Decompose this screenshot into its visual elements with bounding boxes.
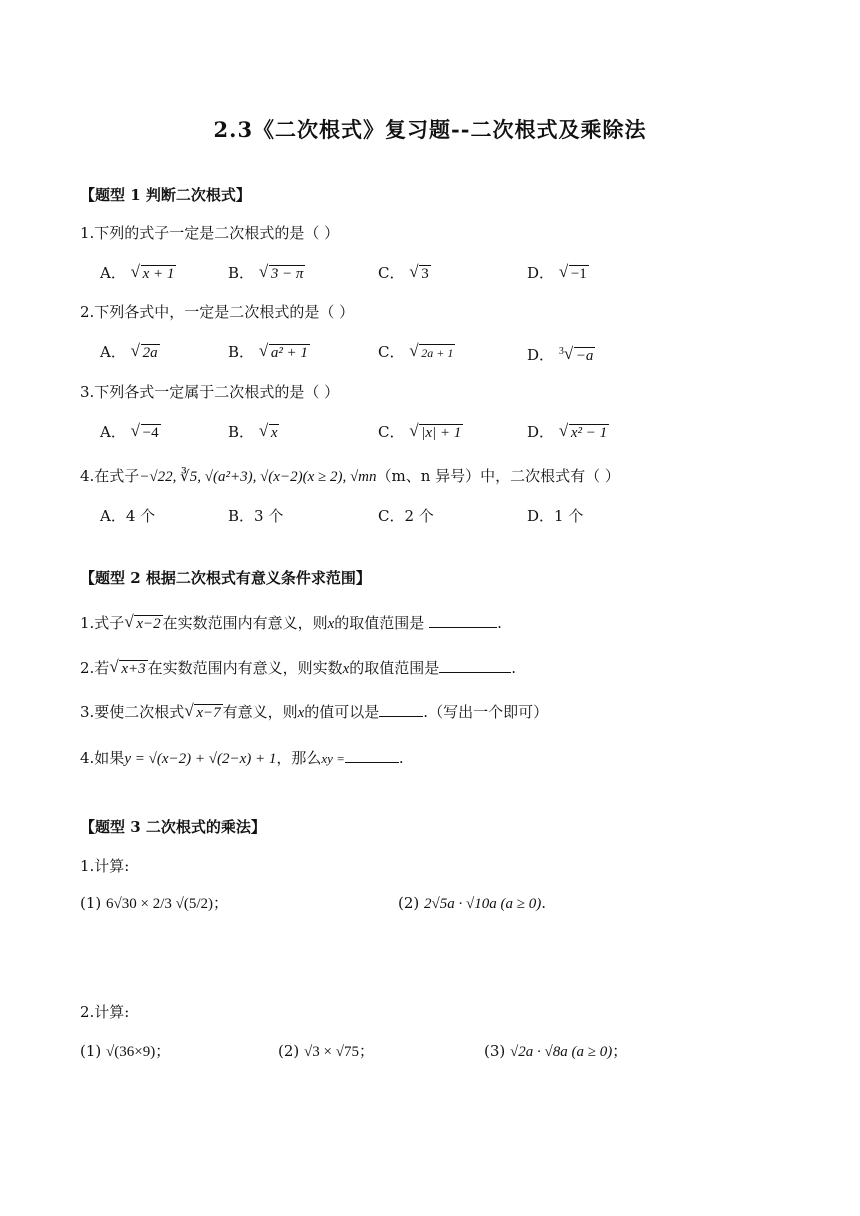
question-1-2-option-a: A． √ 2a bbox=[100, 341, 160, 364]
section-heading-3: 【题型 3 二次根式的乘法】 bbox=[80, 818, 266, 836]
math-expr: √ −4 bbox=[130, 421, 159, 441]
math-expr: √2a · √8a (a ≥ 0) bbox=[510, 1044, 613, 1060]
math-expr: √ |x| + 1 bbox=[409, 421, 462, 441]
question-1-1-option-d: D． √ −1 bbox=[527, 262, 589, 285]
answer-blank[interactable] bbox=[379, 700, 423, 717]
math-expr: √ 3 − π bbox=[258, 262, 304, 282]
math-expr: √ 2a + 1 bbox=[409, 341, 454, 360]
question-3-2-stem: 2.计算: bbox=[80, 1003, 130, 1021]
question-2-2: 2.若 √ x+3 在实数范围内有意义，则实数x的取值范围是 . bbox=[80, 656, 516, 680]
question-1-4-option-d: D．1 个 bbox=[527, 507, 584, 525]
math-expr: √ x + 1 bbox=[130, 262, 175, 282]
question-1-1-option-b: B． √ 3 − π bbox=[228, 262, 305, 285]
math-expr: √ x+3 bbox=[109, 657, 146, 677]
math-expr: √(36×9) bbox=[106, 1044, 156, 1060]
question-3-1-part-1: (1) 6√30 × 2/3 √(5/2)； bbox=[80, 894, 229, 912]
question-3-1-stem: 1.计算: bbox=[80, 857, 130, 875]
answer-blank[interactable] bbox=[429, 611, 497, 628]
math-expr: −√22, ∛5, √(a²+3), √(x−2)(x ≥ 2), √mn bbox=[139, 469, 377, 485]
question-1-3-option-d: D． √ x² − 1 bbox=[527, 421, 609, 444]
math-expr: √ x² − 1 bbox=[558, 421, 608, 441]
question-3-2-part-2: (2) √3 × √75； bbox=[278, 1042, 374, 1060]
math-expr: √ x−2 bbox=[124, 612, 161, 632]
question-1-1-option-c: C． √ 3 bbox=[378, 262, 431, 285]
section-heading-2: 【题型 2 根据二次根式有意义条件求范围】 bbox=[80, 569, 371, 587]
question-3-2-part-3: (3) √2a · √8a (a ≥ 0)； bbox=[484, 1042, 628, 1060]
question-1-2-stem: 2.下列各式中，一定是二次根式的是（ ） bbox=[80, 303, 355, 321]
page-title: 2.3《二次根式》复习题--二次根式及乘除法 bbox=[213, 117, 647, 142]
question-1-2-option-b: B． √ a² + 1 bbox=[228, 341, 310, 364]
question-1-3-option-b: B． √ x bbox=[228, 421, 279, 444]
question-1-4-option-c: C．2 个 bbox=[378, 507, 434, 525]
math-expr: √ a² + 1 bbox=[258, 341, 308, 361]
section-heading-1: 【题型 1 判断二次根式】 bbox=[80, 186, 251, 204]
question-1-4-stem: 4.在式子−√22, ∛5, √(a²+3), √(x−2)(x ≥ 2), √mn（m、n 异号）中，二次根式有（ ） bbox=[80, 467, 620, 485]
question-3-2-part-1: (1) √(36×9)； bbox=[80, 1042, 171, 1060]
math-expr: √ 3 bbox=[409, 262, 429, 282]
question-2-1: 1.式子 √ x−2 在实数范围内有意义，则x的取值范围是 . bbox=[80, 611, 502, 635]
question-1-3-option-c: C． √ |x| + 1 bbox=[378, 421, 463, 444]
answer-blank[interactable] bbox=[345, 746, 399, 763]
question-2-3: 3.要使二次根式 √ x−7 有意义，则x的值可以是 .（写出一个即可） bbox=[80, 700, 548, 724]
math-expr: √ x bbox=[258, 421, 278, 441]
answer-blank[interactable] bbox=[439, 656, 511, 673]
question-1-4-option-b: B．3 个 bbox=[228, 507, 284, 525]
math-expr: √ −a bbox=[563, 344, 594, 364]
question-1-1-option-a: A． √ x + 1 bbox=[100, 262, 176, 285]
question-1-3-stem: 3.下列各式一定属于二次根式的是（ ） bbox=[80, 383, 340, 401]
question-1-2-option-d: D． $^3$ √ −a bbox=[527, 341, 595, 367]
question-3-1-part-2: (2) 2√5a · √10a (a ≥ 0). bbox=[398, 894, 546, 912]
math-expr: √ x−7 bbox=[184, 701, 221, 721]
question-1-4-option-a: A．4 个 bbox=[100, 507, 156, 525]
question-1-1-stem: 1.下列的式子一定是二次根式的是（ ） bbox=[80, 224, 340, 242]
math-expr: √ 2a bbox=[130, 341, 158, 361]
math-expr: y = √(x−2) + √(2−x) + 1 bbox=[124, 751, 277, 767]
math-expr: √ −1 bbox=[558, 262, 587, 282]
question-1-3-option-a: A． √ −4 bbox=[100, 421, 161, 444]
math-expr: 2√5a · √10a (a ≥ 0) bbox=[424, 896, 542, 912]
math-expr: √3 × √75 bbox=[304, 1044, 359, 1060]
question-2-4: 4.如果y = √(x−2) + √(2−x) + 1，那么xy = . bbox=[80, 746, 404, 770]
math-expr: 6√30 × 2/3 √(5/2) bbox=[106, 896, 214, 912]
question-1-2-option-c: C． √ 2a + 1 bbox=[378, 341, 455, 364]
cube-root-index: 3 bbox=[558, 346, 564, 357]
